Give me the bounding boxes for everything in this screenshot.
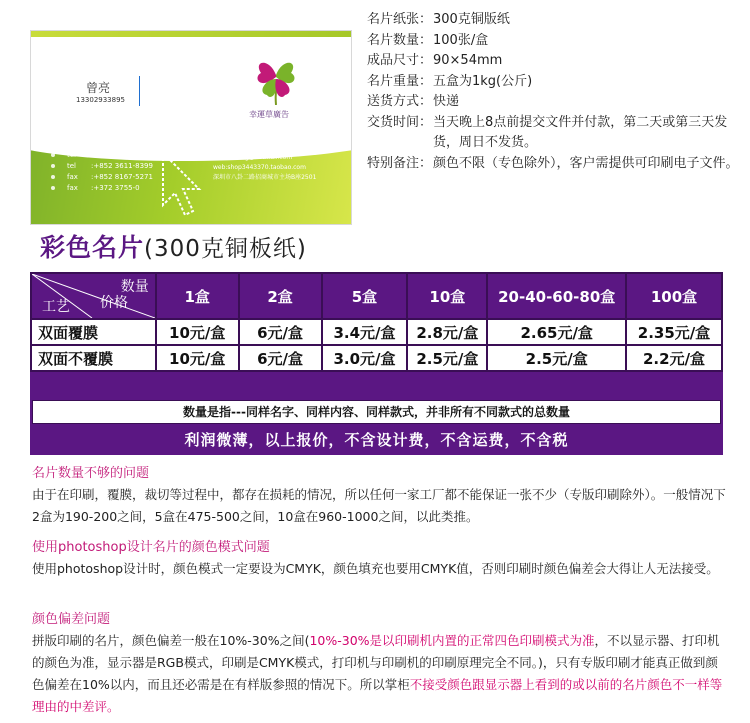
price-cell: 2.5元/盒 bbox=[407, 345, 487, 371]
card-contacts bbox=[51, 149, 153, 193]
card-web-info: msn:lttliang@hotmail.com web:shop3443370.taobao.com 深圳市八卦二路招商城市主场B座2501 bbox=[213, 154, 317, 181]
price-cell: 2.8元/盒 bbox=[407, 319, 487, 345]
row-label: 双面覆膜 bbox=[31, 319, 156, 345]
card-name: 曾亮 bbox=[86, 81, 111, 95]
pixel-cursor-icon bbox=[159, 149, 209, 219]
section-quantity bbox=[32, 464, 727, 528]
bullet-icon bbox=[51, 164, 55, 168]
pricing-note: 利润微薄，以上报价，不含设计费，不含运费，不含税 bbox=[184, 431, 569, 449]
price-cell: 2.35元/盒 bbox=[626, 319, 722, 345]
card-divider bbox=[139, 76, 140, 106]
price-cell: 3.0元/盒 bbox=[322, 345, 408, 371]
spec-item: 成品尺寸： 90×54mm bbox=[367, 53, 503, 68]
section-title: 名片数量不够的问题 bbox=[32, 466, 150, 481]
table-header-cell: 10盒 bbox=[407, 273, 487, 319]
page-title: 彩色名片(300克铜板纸) bbox=[40, 233, 307, 262]
row-label: 双面不覆膜 bbox=[31, 345, 156, 371]
price-cell: 3.4元/盒 bbox=[322, 319, 408, 345]
price-cell: 6元/盒 bbox=[239, 319, 322, 345]
card-contact-row: fax :+852 8167-5271 bbox=[51, 171, 153, 182]
business-card-image bbox=[30, 30, 352, 225]
card-top-bar bbox=[31, 31, 351, 37]
table-header-cell: 1盒 bbox=[156, 273, 239, 319]
clover-logo-icon bbox=[253, 53, 299, 105]
section-body: 拼版印刷的名片，颜色偏差一般在10%-30%之间(10%-30%是以印刷机内置的正常四色印刷模式为准，不以显示器、打印机的颜色为准，显示器是RGB模式，印刷是CMYK模式，打印机与印刷机的印刷原理完全不同。)，只有专版印刷才能真正做到颜色偏差在10%以内，而且还必需是在有样版参照的情况下。所以掌柜不接受颜色跟显示器上看到的或以前的名片颜色不一样等理由的中差评。 bbox=[32, 633, 723, 714]
spec-item: 交货时间： 当天晚上8点前提交文件并付款，第二天或第三天发货，周日不发货。 bbox=[367, 114, 728, 150]
spec-item: 名片数量： 100张/盒 bbox=[367, 32, 489, 48]
section-title: 颜色偏差问题 bbox=[32, 612, 111, 627]
section-title: 使用photoshop设计名片的颜色模式问题 bbox=[32, 540, 270, 555]
card-company: 幸運草廣告 bbox=[249, 110, 289, 119]
table-row bbox=[31, 319, 722, 345]
spec-item: 名片重量： 五盒为1kg(公斤) bbox=[367, 73, 533, 89]
bullet-icon bbox=[51, 153, 55, 157]
section-body: 使用photoshop设计时，颜色模式一定要设为CMYK，颜色填充也要用CMYK值，否则印刷时颜色偏差会大得让人无法接受。 bbox=[32, 561, 719, 576]
section-photoshop bbox=[32, 538, 727, 580]
price-cell: 2.5元/盒 bbox=[487, 345, 626, 371]
price-cell: 6元/盒 bbox=[239, 345, 322, 371]
card-contact-row: tel :+755 2265-7235 bbox=[51, 149, 153, 160]
quantity-note: 数量是指---同样名字、同样内容、同样款式，并非所有不同款式的总数量 bbox=[32, 400, 721, 424]
price-table bbox=[30, 272, 723, 455]
price-grid bbox=[30, 272, 723, 372]
card-contact-row: tel :+852 3611-8399 bbox=[51, 160, 153, 171]
spec-item: 送货方式： 快递 bbox=[367, 94, 460, 109]
table-header-cell: 20-40-60-80盒 bbox=[487, 273, 626, 319]
price-cell: 10元/盒 bbox=[156, 345, 239, 371]
spec-item: 特别备注： 颜色不限（专色除外），客户需提供可印刷电子文件。 bbox=[367, 155, 739, 171]
table-header-cell: 2盒 bbox=[239, 273, 322, 319]
price-cell: 10元/盒 bbox=[156, 319, 239, 345]
table-header-row bbox=[31, 273, 722, 319]
table-header-cell: 100盒 bbox=[626, 273, 722, 319]
section-body: 由于在印刷，覆膜，裁切等过程中，都存在损耗的情况，所以任何一家工厂都不能保证一张不少（专版印刷除外）。一般情况下2盒为190-200之间，5盒在475-500之间，10盒在960-1000之间，以此类推。 bbox=[32, 487, 726, 524]
card-phone: 13302933895 bbox=[76, 96, 125, 104]
table-corner-cell: 数量 工艺 价格 bbox=[31, 273, 156, 319]
bullet-icon bbox=[51, 175, 55, 179]
table-row bbox=[31, 345, 722, 371]
bullet-icon bbox=[51, 186, 55, 190]
price-cell: 2.2元/盒 bbox=[626, 345, 722, 371]
spec-list bbox=[367, 10, 747, 174]
table-header-cell: 5盒 bbox=[322, 273, 408, 319]
spec-item: 名片纸张： 300克铜版纸 bbox=[367, 12, 510, 27]
section-color bbox=[32, 610, 727, 718]
card-contact-row: fax :+372 3755-0 bbox=[51, 182, 153, 193]
price-cell: 2.65元/盒 bbox=[487, 319, 626, 345]
